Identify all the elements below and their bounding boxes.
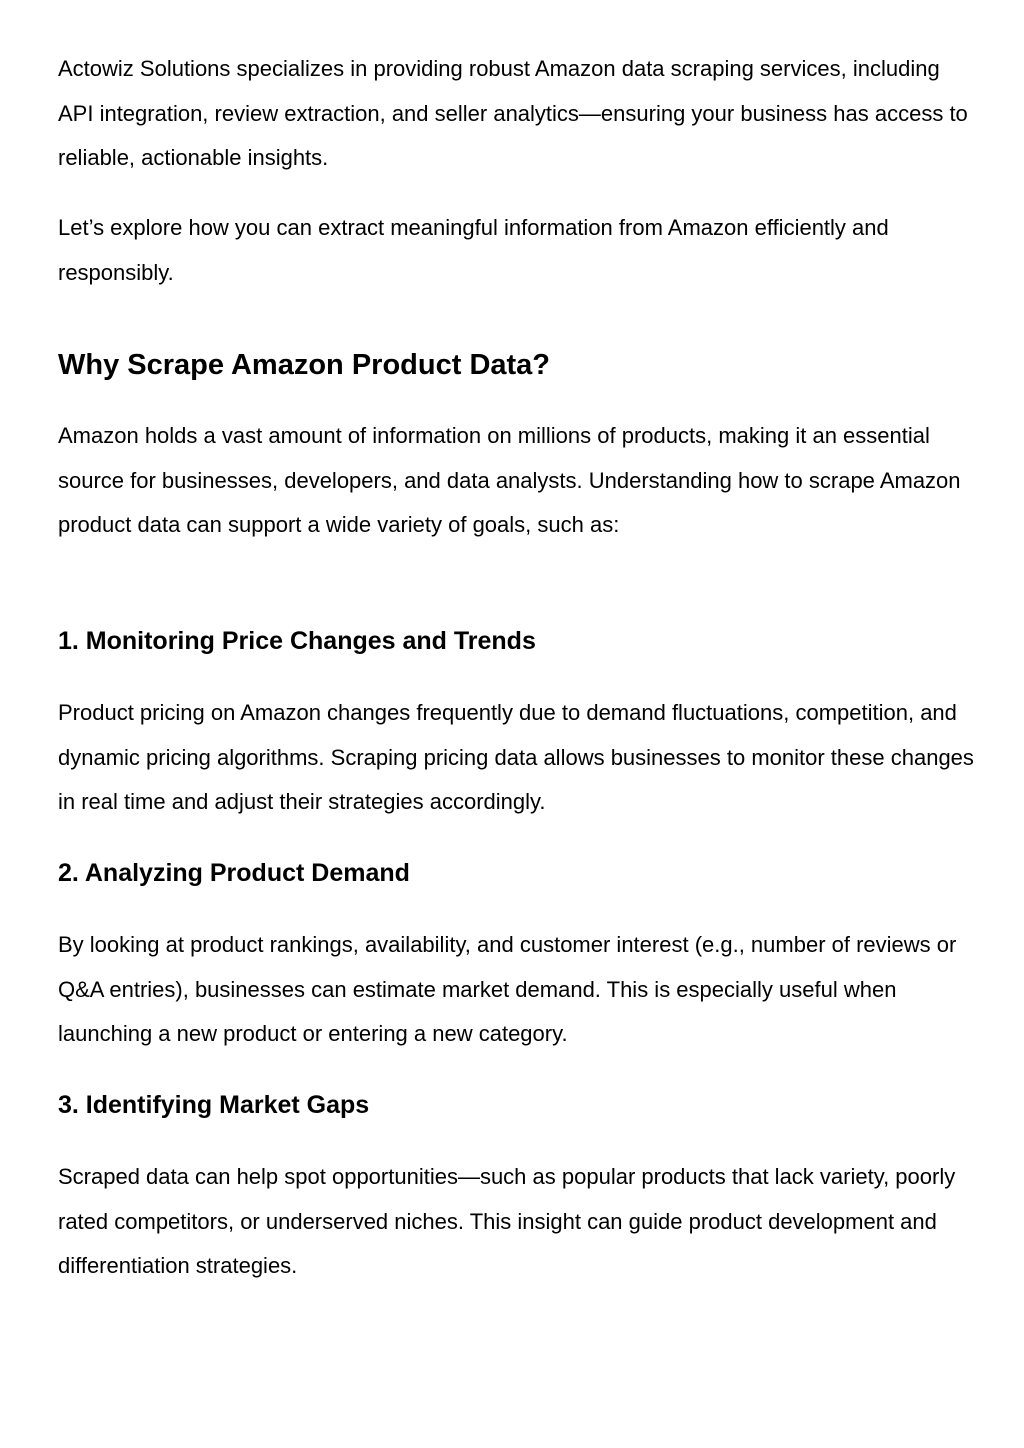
intro-paragraph-1-block [58,47,978,181]
section-paragraph-why: Amazon holds a vast amount of information on millions of products, making it an essential source for businesses, developers, and data analysts. Understanding how to scrape Amazon product data can support a wide variety of goals, such as: [58,423,961,537]
subsection-heading-price-changes: 1. Monitoring Price Changes and Trends [58,627,536,655]
subsection-paragraph-price-changes: Product pricing on Amazon changes frequently due to demand fluctuations, competition, and dynamic pricing algorithms. Scraping pricing data allows businesses to monitor these changes in real time and adjust their strategies accordingly. [58,700,974,814]
intro-paragraph-1: Actowiz Solutions specializes in providing robust Amazon data scraping services, including API integration, review extraction, and seller analytics—ensuring your business has access to reliable, actionable insights. [58,56,968,170]
subsection-2-paragraph-block [58,923,978,1057]
intro-paragraph-2: Let’s explore how you can extract meaningful information from Amazon efficiently and responsibly. [58,215,889,285]
section-heading-why: Why Scrape Amazon Product Data? [58,349,551,381]
subsection-3-paragraph-block [58,1155,978,1289]
section-heading-block [58,347,978,383]
subsection-heading-product-demand: 2. Analyzing Product Demand [58,859,410,887]
subsection-paragraph-product-demand: By looking at product rankings, availability, and customer interest (e.g., number of reviews or Q&A entries), businesses can estimate market demand. This is especially useful when launching a new product or entering a new category. [58,932,957,1046]
subsection-2-heading-block [58,857,978,889]
subsection-heading-market-gaps: 3. Identifying Market Gaps [58,1091,370,1119]
intro-paragraph-2-block [58,206,978,295]
subsection-paragraph-market-gaps: Scraped data can help spot opportunities—such as popular products that lack variety, poorly rated competitors, or underserved niches. This insight can guide product development and differentiation strategies. [58,1164,956,1278]
subsection-3-heading-block [58,1089,978,1121]
subsection-1-heading-block [58,625,978,657]
subsection-1-paragraph-block [58,691,978,825]
section-paragraph-block [58,414,978,548]
